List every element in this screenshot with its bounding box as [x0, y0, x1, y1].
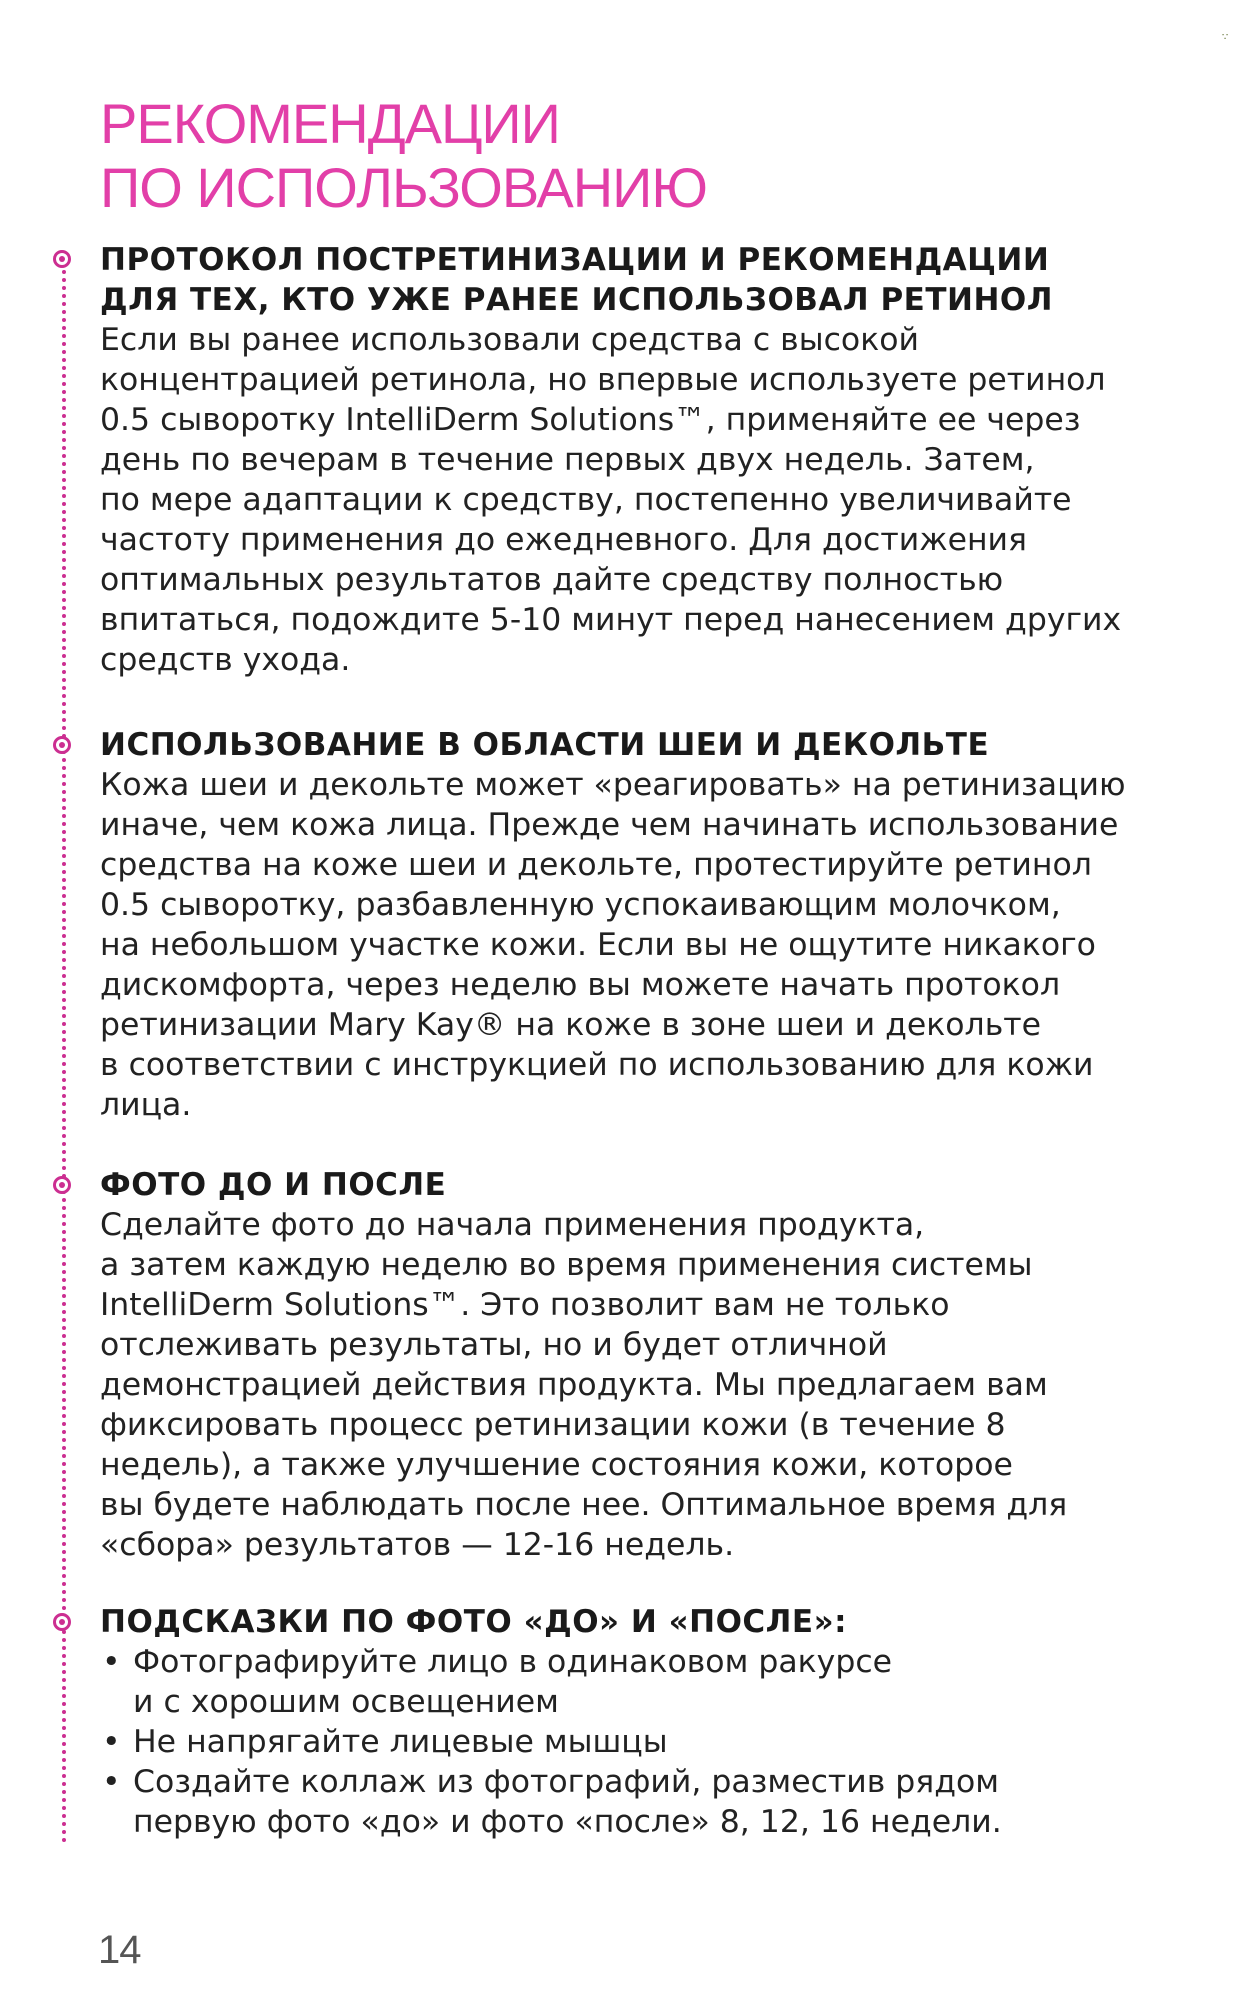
section-before-after-photo	[100, 1165, 1180, 1565]
page-title-line-2: ПО ИСПОЛЬЗОВАНИЮ	[100, 156, 707, 219]
section-neck-decollete	[100, 725, 1180, 1125]
section-photo-tips	[100, 1602, 1180, 1842]
section-paragraph: Сделайте фото до начала применения продукта, а затем каждую неделю во время применения системы IntelliDerm Solutions™. Это позволит вам не только отслеживать результаты, но и будет отличной демонстрацией действия продукта. Мы предлагаем вам фиксировать процесс ретинизации кожи (в течение 8 недель), а также улучшение состояния кожи, которое вы будете наблюдать после нее. Оптимальное время для «сбора» результатов — 12-16 недель.	[100, 1207, 1068, 1563]
page-title-line-1: РЕКОМЕНДАЦИИ	[100, 92, 560, 155]
section-paragraph: Если вы ранее использовали средства с высокой концентрацией ретинола, но впервые используете ретинол 0.5 сыворотку IntelliDerm Solutions™, применяйте ее через день по вечерам в течение первых двух недель. Затем, по мере адаптации к средству, постепенно увеличивайте частоту применения до ежедневного. Для достижения оптимальных результатов дайте средству полностью впитаться, подождите 5-10 минут перед нанесением других средств ухода.	[100, 322, 1122, 678]
page-title	[100, 92, 1100, 220]
list-item: • Фотографируйте лицо в одинаковом ракурсе и с хорошим освещением	[100, 1642, 1180, 1722]
list-item: • Создайте коллаж из фотографий, разместив рядом первую фото «до» и фото «после» 8, 12, 16 недели.	[100, 1762, 1180, 1842]
corner-mark: ∵	[1222, 32, 1229, 43]
section-postretinization	[100, 240, 1180, 680]
section-paragraph: Кожа шеи и декольте может «реагировать» на ретинизацию иначе, чем кожа лица. Прежде чем начинать использование средства на коже шеи и декольте, протестируйте ретинол 0.5 сыворотку, разбавленную успокаивающим молочком, на небольшом участке кожи. Если вы не ощутите никакого дискомфорта, через неделю вы можете начать протокол ретинизации Mary Kay® на коже в зоне шеи и декольте в соответствии с инструкцией по использованию для кожи лица.	[100, 767, 1126, 1123]
timeline-marker-icon	[53, 1613, 71, 1631]
section-heading: ФОТО ДО И ПОСЛЕ	[100, 1167, 447, 1203]
tips-list	[100, 1642, 1180, 1842]
timeline-marker-icon	[53, 736, 71, 754]
timeline-dotted-line	[62, 262, 66, 1844]
list-item: • Не напрягайте лицевые мышцы	[100, 1722, 1180, 1762]
section-heading: ИСПОЛЬЗОВАНИЕ В ОБЛАСТИ ШЕИ И ДЕКОЛЬТЕ	[100, 727, 990, 763]
section-heading: ПОДСКАЗКИ ПО ФОТО «ДО» И «ПОСЛЕ»:	[100, 1604, 848, 1640]
page-number: 14	[98, 1928, 141, 1972]
section-heading: ПРОТОКОЛ ПОСТРЕТИНИЗАЦИИ И РЕКОМЕНДАЦИИ ДЛЯ ТЕХ, КТО УЖЕ РАНЕЕ ИСПОЛЬЗОВАЛ РЕТИНОЛ	[100, 242, 1053, 318]
timeline-marker-icon	[53, 1176, 71, 1194]
timeline-marker-icon	[53, 250, 71, 268]
